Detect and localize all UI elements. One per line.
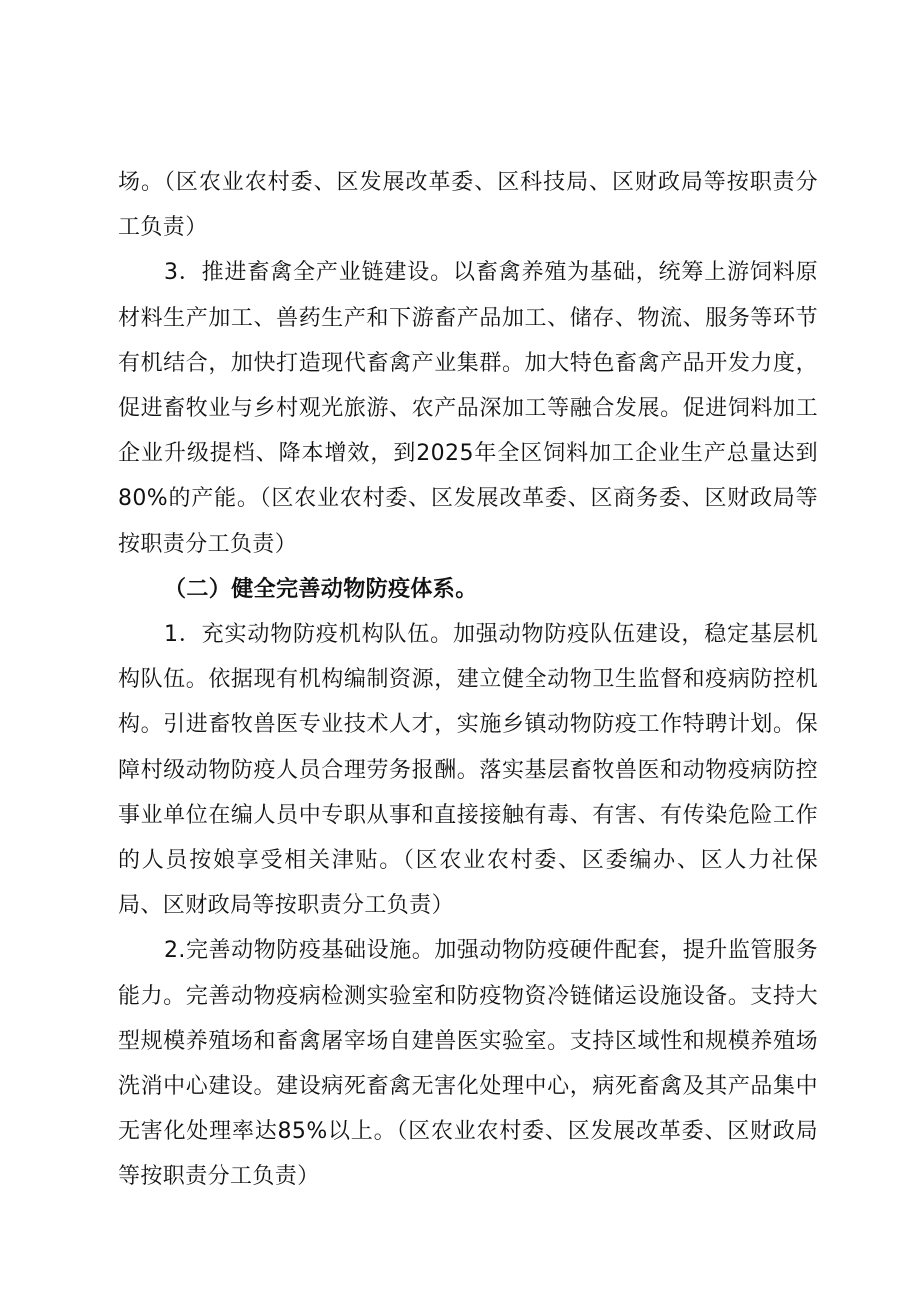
paragraph-continuation: 场。（区农业农村委、区发展改革委、区科技局、区财政局等按职责分工负责） [118, 170, 818, 241]
paragraph-item-2-prevention-infrastructure: 2.完善动物防疫基础设施。加强动物防疫硬件配套，提升监管服务能力。完善动物疫病检测实验室和防疫物资冷链储运设施设备。支持大型规模养殖场和畜禽屠宰场自建兽医实验室。支持区域性和规模养殖场洗消中心建设。建设病死畜禽无害化处理中心，病死畜禽及其产品集中无害化处理率达85%以上。（区农业农村委、区发展改革委、区财政局等按职责分工负责） [118, 938, 818, 1190]
document-body [118, 160, 818, 1200]
paragraph-item-3-livestock-industry-chain: 3．推进畜禽全产业链建设。以畜禽养殖为基础，统筹上游饲料原材料生产加工、兽药生产和下游畜产品加工、储存、物流、服务等环节有机结合，加快打造现代畜禽产业集群。加大特色畜禽产品开发力度，促进畜牧业与乡村观光旅游、农产品深加工等融合发展。促进饲料加工企业升级提档、降本增效，到2025年全区饲料加工企业生产总量达到80%的产能。（区农业农村委、区发展改革委、区商务委、区财政局等按职责分工负责） [118, 260, 818, 557]
section-heading-animal-epidemic-prevention: （二）健全完善动物防疫体系。 [164, 576, 478, 602]
paragraph-item-1-prevention-staff: 1．充实动物防疫机构队伍。加强动物防疫队伍建设，稳定基层机构队伍。依据现有机构编制资源，建立健全动物卫生监督和疫病防控机构。引进畜牧兽医专业技术人才，实施乡镇动物防疫工作特聘计划。保障村级动物防疫人员合理劳务报酬。落实基层畜牧兽医和动物疫病防控事业单位在编人员中专职从事和直接接触有毒、有害、有传染危险工作的人员按娘享受相关津贴。（区农业农村委、区委编办、区人力社保局、区财政局等按职责分工负责） [118, 622, 818, 919]
